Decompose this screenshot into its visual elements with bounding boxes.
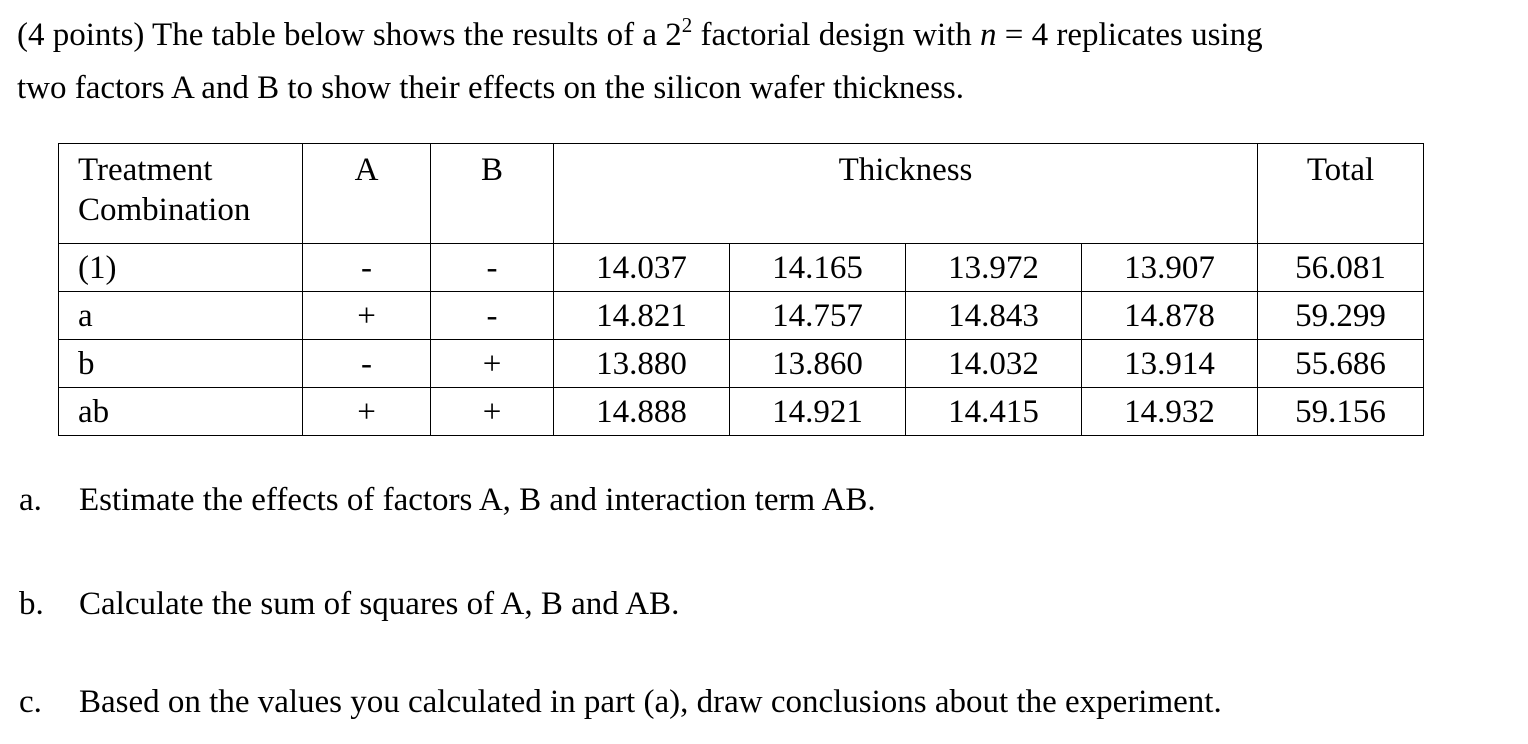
thickness-cell: 14.888 [554, 388, 730, 436]
question-c [19, 682, 1222, 722]
question-label: c. [19, 684, 42, 720]
thickness-cell: 13.880 [554, 340, 730, 388]
exponent: 2 [681, 13, 693, 37]
thickness-cell: 14.921 [730, 388, 906, 436]
header-treatment-line2: Combination [78, 192, 251, 228]
factor-a-cell: + [303, 292, 431, 340]
table-row [59, 388, 1424, 436]
factorial-design-table [58, 143, 1424, 436]
header-b: B [431, 144, 554, 244]
problem-statement [17, 9, 1522, 115]
question-a [19, 480, 876, 520]
thickness-cell: 14.932 [1082, 388, 1258, 436]
question-b [19, 584, 679, 624]
problem-line-2: two factors A and B to show their effects on the silicon wafer thickness. [17, 70, 965, 106]
thickness-cell: 13.914 [1082, 340, 1258, 388]
treatment-cell: (1) [59, 244, 303, 292]
header-treatment-combination [59, 144, 303, 244]
factor-a-cell: - [303, 340, 431, 388]
treatment-cell: ab [59, 388, 303, 436]
table-row [59, 244, 1424, 292]
treatment-cell: b [59, 340, 303, 388]
factor-b-cell: + [431, 388, 554, 436]
question-text: Estimate the effects of factors A, B and interaction term AB. [79, 482, 876, 518]
total-cell: 55.686 [1258, 340, 1424, 388]
question-label: a. [19, 482, 42, 518]
total-cell: 59.156 [1258, 388, 1424, 436]
factor-b-cell: - [431, 244, 554, 292]
problem-line-1 [17, 9, 1522, 62]
thickness-cell: 14.878 [1082, 292, 1258, 340]
thickness-cell: 14.165 [730, 244, 906, 292]
total-cell: 59.299 [1258, 292, 1424, 340]
thickness-cell: 14.415 [906, 388, 1082, 436]
header-total: Total [1258, 144, 1424, 244]
thickness-cell: 13.860 [730, 340, 906, 388]
table-row [59, 292, 1424, 340]
factor-a-cell: + [303, 388, 431, 436]
thickness-cell: 14.032 [906, 340, 1082, 388]
problem-text-start: (4 points) The table below shows the results of a 2 [17, 17, 682, 53]
question-label: b. [19, 586, 44, 622]
table-header-row [59, 144, 1424, 244]
treatment-cell: a [59, 292, 303, 340]
problem-text-middle: factorial design with [692, 17, 981, 53]
table-row [59, 340, 1424, 388]
factor-a-cell: - [303, 244, 431, 292]
thickness-cell: 13.972 [906, 244, 1082, 292]
question-text: Calculate the sum of squares of A, B and AB. [79, 586, 680, 622]
variable-n: n [980, 17, 997, 53]
header-treatment-line1: Treatment [78, 152, 213, 188]
thickness-cell: 14.843 [906, 292, 1082, 340]
factor-b-cell: - [431, 292, 554, 340]
total-cell: 56.081 [1258, 244, 1424, 292]
thickness-cell: 13.907 [1082, 244, 1258, 292]
header-a: A [303, 144, 431, 244]
factor-b-cell: + [431, 340, 554, 388]
question-text: Based on the values you calculated in part (a), draw conclusions about the experiment. [79, 684, 1222, 720]
header-thickness: Thickness [554, 144, 1258, 244]
thickness-cell: 14.037 [554, 244, 730, 292]
thickness-cell: 14.757 [730, 292, 906, 340]
problem-text-end: = 4 replicates using [996, 17, 1263, 53]
thickness-cell: 14.821 [554, 292, 730, 340]
